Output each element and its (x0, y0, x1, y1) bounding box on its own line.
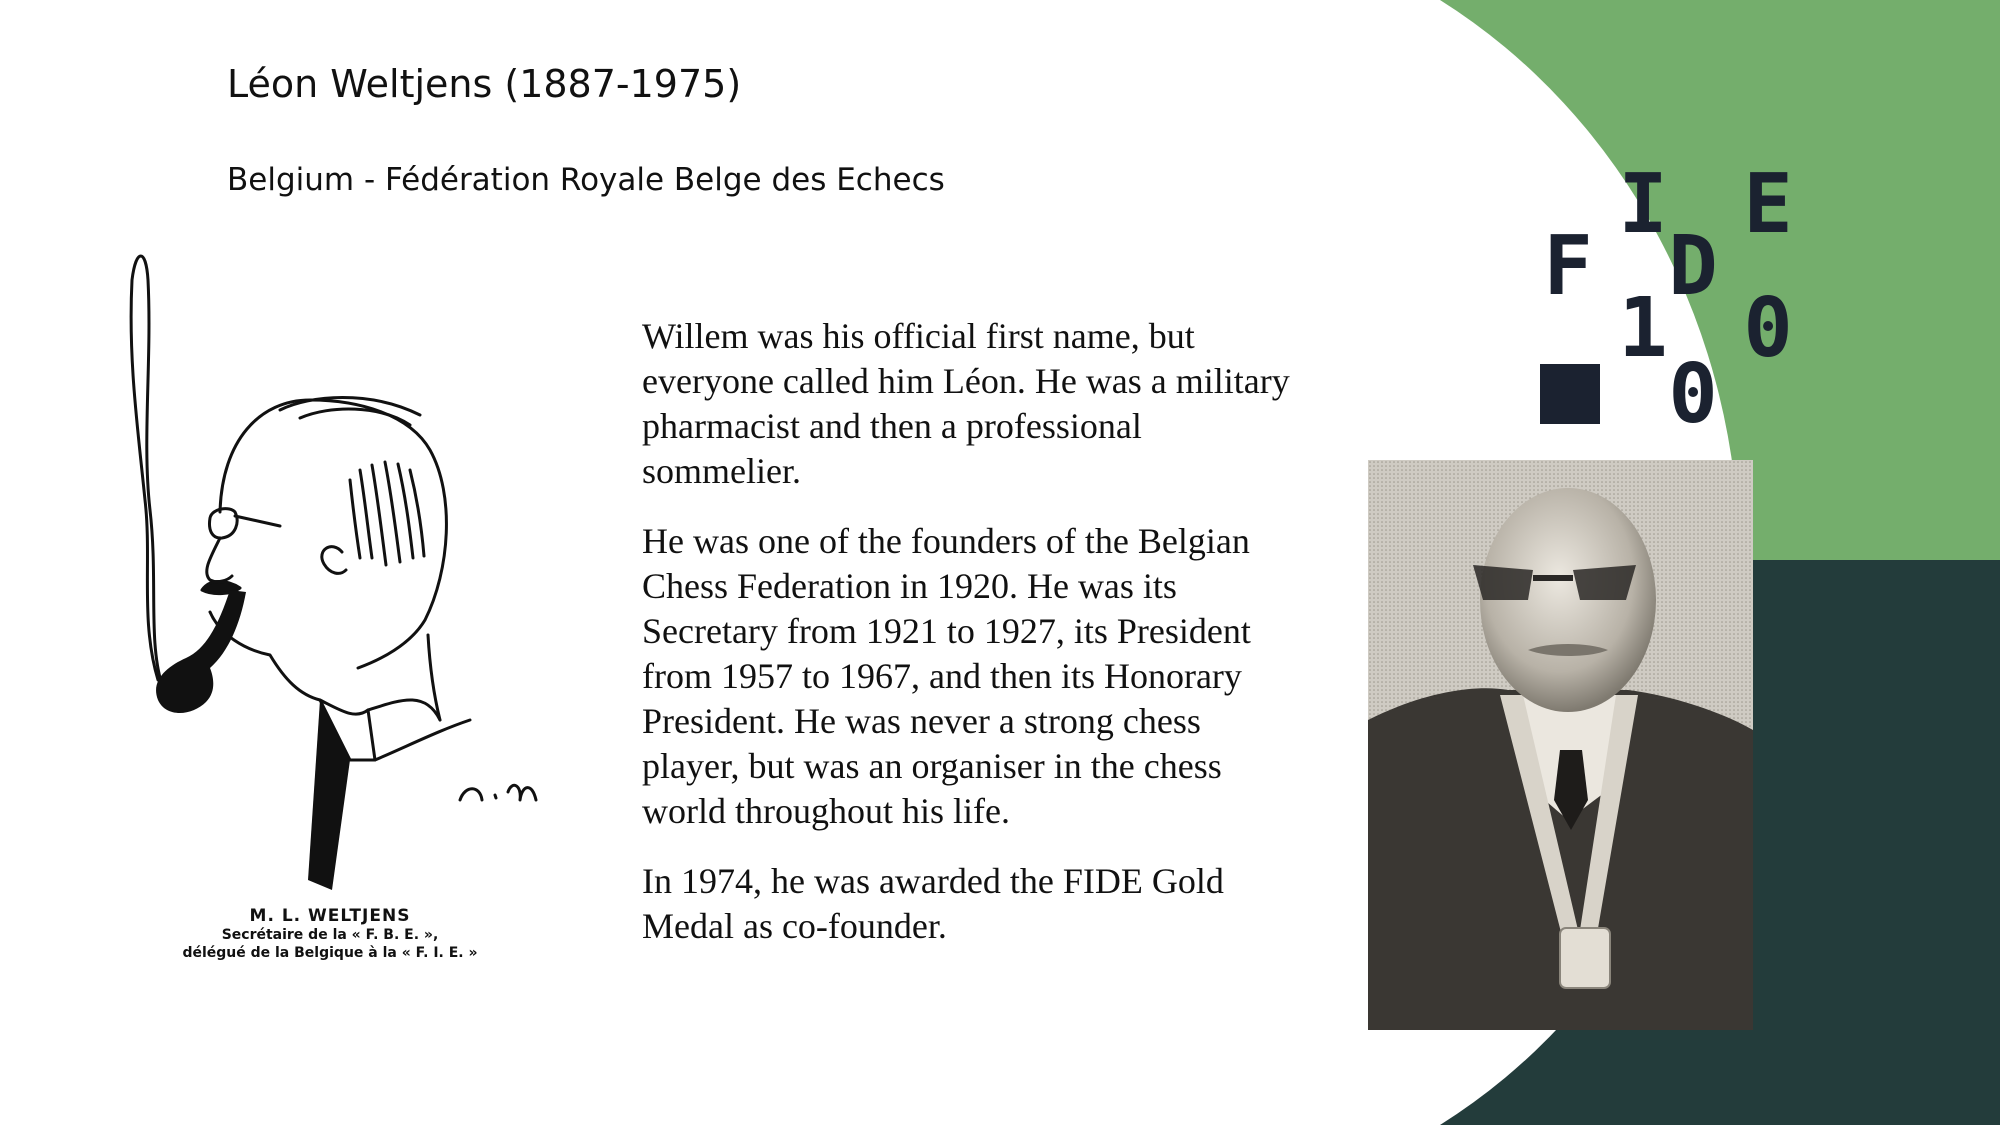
logo-letter-f: F (1543, 219, 1593, 314)
fide-100-logo (1538, 168, 1798, 428)
caption-role: Secrétaire de la « F. B. E. », (221, 927, 439, 943)
logo-letter-d: D (1668, 219, 1718, 314)
logo-digit-0-upper: 0 (1743, 281, 1793, 376)
medal (1560, 928, 1610, 988)
slide-subtitle: Belgium - Fédération Royale Belge des Echecs (227, 162, 945, 198)
biography-text (642, 314, 1302, 974)
logo-digit-1: 1 (1618, 281, 1668, 376)
portrait-photo (1368, 460, 1753, 1030)
logo-checker-square (1540, 364, 1600, 424)
logo-digit-0-lower: 0 (1668, 347, 1718, 428)
logo-letter-i: I (1618, 168, 1668, 252)
caption-name: M. L. WELTJENS (249, 906, 411, 926)
caricature-caption (140, 906, 520, 962)
slide-title: Léon Weltjens (1887-1975) (227, 62, 742, 106)
bio-paragraph-1: Willem was his official first name, but everyone called him Léon. He was a military pharmacist and then a professional sommelier. (642, 316, 1290, 491)
bio-paragraph-3: In 1974, he was awarded the FIDE Gold Medal as co-founder. (642, 861, 1224, 946)
bio-paragraph-2: He was one of the founders of the Belgian Chess Federation in 1920. He was its Secretary from 1921 to 1927, its President from 1957 to 1967, and then its Honorary President. He was never a strong chess player, but was an organiser in the chess world throughout his life. (642, 521, 1251, 831)
logo-letter-e: E (1743, 168, 1793, 252)
caricature-drawing (110, 240, 570, 920)
caption-delegate: délégué de la Belgique à la « F. I. E. » (182, 945, 478, 961)
